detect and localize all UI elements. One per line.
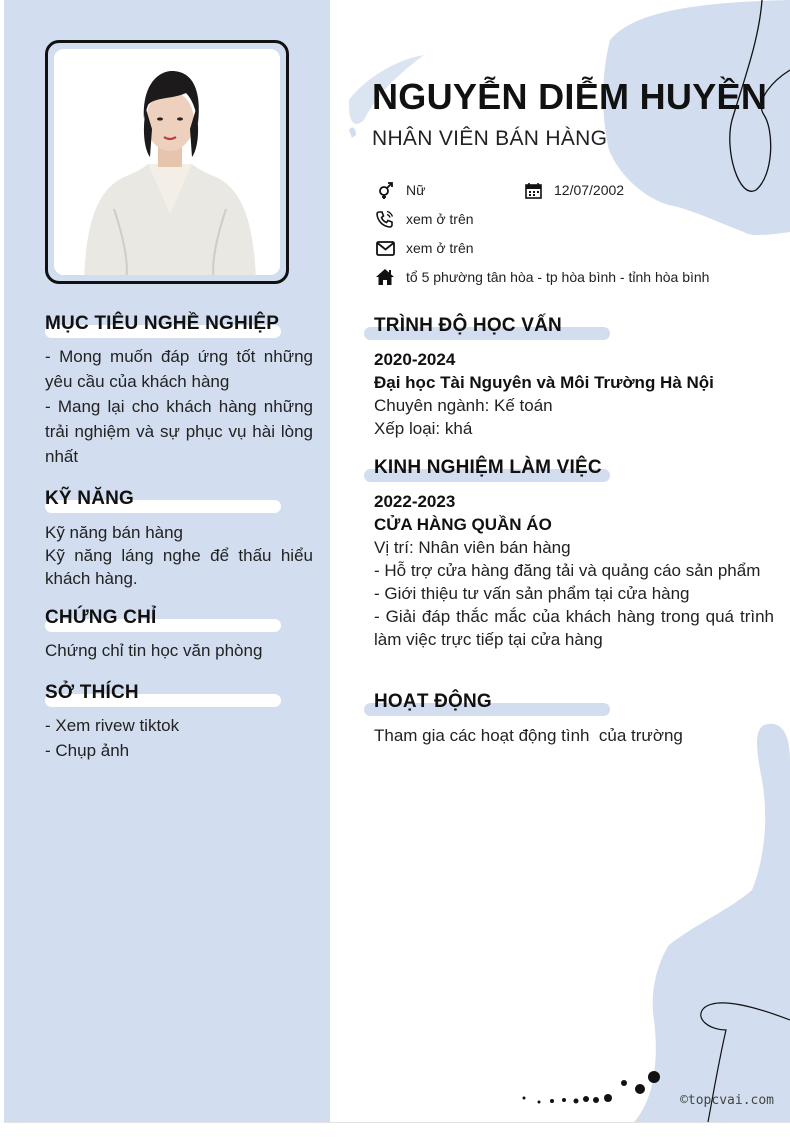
- phone-row: [374, 209, 474, 229]
- activities-text: Tham gia các hoạt động tình của trường: [374, 726, 683, 745]
- certificates-title: CHỨNG CHỈ: [45, 606, 313, 634]
- phone-icon: [374, 209, 396, 229]
- phone-value: xem ở trên: [406, 211, 474, 227]
- watermark: ©topcvai.com: [680, 1093, 774, 1108]
- hobbies-title: SỞ THÍCH: [45, 681, 313, 709]
- hobby-item: - Xem rivew tiktok: [45, 716, 180, 735]
- skill-item: Kỹ năng bán hàng: [45, 523, 184, 542]
- candidate-name: NGUYỄN DIỄM HUYỀN: [372, 76, 768, 117]
- calendar-icon: [522, 180, 544, 200]
- certificates-text: [45, 638, 313, 663]
- activities-title: HOẠT ĐỘNG: [374, 690, 774, 718]
- education-details: [374, 348, 774, 440]
- home-icon: [374, 267, 396, 287]
- education-school: Đại học Tài Nguyên và Môi Trường Hà Nội: [374, 373, 714, 392]
- experience-duty: - Giới thiệu tư vấn sản phẩm tại cửa hàng: [374, 584, 690, 603]
- education-section: [374, 314, 774, 440]
- education-period: 2020-2024: [374, 350, 456, 369]
- certificate-item: Chứng chỉ tin học văn phòng: [45, 641, 263, 660]
- birthdate-value: 12/07/2002: [554, 182, 625, 198]
- cv-page: [4, 0, 790, 1123]
- skills-section: [45, 487, 313, 590]
- birthdate-row: [522, 180, 624, 200]
- profile-photo: [54, 49, 280, 275]
- skills-title: KỸ NĂNG: [45, 487, 313, 515]
- experience-details: [374, 490, 774, 651]
- certificates-section: [45, 606, 313, 663]
- education-title: TRÌNH ĐỘ HỌC VẤN: [374, 314, 774, 342]
- address-row: [374, 267, 709, 287]
- skills-text: [45, 521, 313, 590]
- address-value: tổ 5 phường tân hòa - tp hòa bình - tỉnh hòa bình: [406, 269, 710, 285]
- objective-section: [45, 312, 313, 469]
- objective-text: [45, 344, 313, 469]
- objective-title: MỤC TIÊU NGHỀ NGHIỆP: [45, 312, 313, 340]
- education-rank: Xếp loại: khá: [374, 419, 473, 438]
- experience-company: CỬA HÀNG QUẦN ÁO: [374, 515, 552, 534]
- experience-period: 2022-2023: [374, 492, 456, 511]
- gender-icon: [374, 180, 396, 200]
- skill-item: Kỹ năng láng nghe để thấu hiểu khách hàng.: [45, 546, 313, 588]
- experience-duty: - Hỗ trợ cửa hàng đăng tải và quảng cáo sản phẩm: [374, 561, 761, 580]
- objective-item: - Mang lại cho khách hàng những trải nghiệm và sự phục vụ hài lòng nhất: [45, 397, 313, 466]
- candidate-position: NHÂN VIÊN BÁN HÀNG: [372, 127, 608, 150]
- person-photo-icon: [54, 49, 280, 275]
- email-value: xem ở trên: [406, 240, 474, 256]
- hobbies-text: [45, 713, 313, 763]
- education-major: Chuyên ngành: Kế toán: [374, 396, 553, 415]
- envelope-icon: [374, 238, 396, 258]
- objective-item: - Mong muốn đáp ứng tốt những yêu cầu của khách hàng: [45, 347, 313, 391]
- email-row: [374, 238, 474, 258]
- hobbies-section: [45, 681, 313, 763]
- experience-role: Vị trí: Nhân viên bán hàng: [374, 538, 571, 557]
- gender-row: [374, 180, 425, 200]
- hobby-item: - Chụp ảnh: [45, 741, 130, 760]
- activities-section: [374, 690, 774, 747]
- profile-photo-frame: [45, 40, 289, 284]
- gender-value: Nữ: [406, 182, 426, 198]
- experience-title: KINH NGHIỆM LÀM VIỆC: [374, 456, 774, 484]
- experience-duty: - Giải đáp thắc mắc của khách hàng trong quá trình làm việc trực tiếp tại cửa hàng: [374, 607, 774, 649]
- experience-section: [374, 456, 774, 651]
